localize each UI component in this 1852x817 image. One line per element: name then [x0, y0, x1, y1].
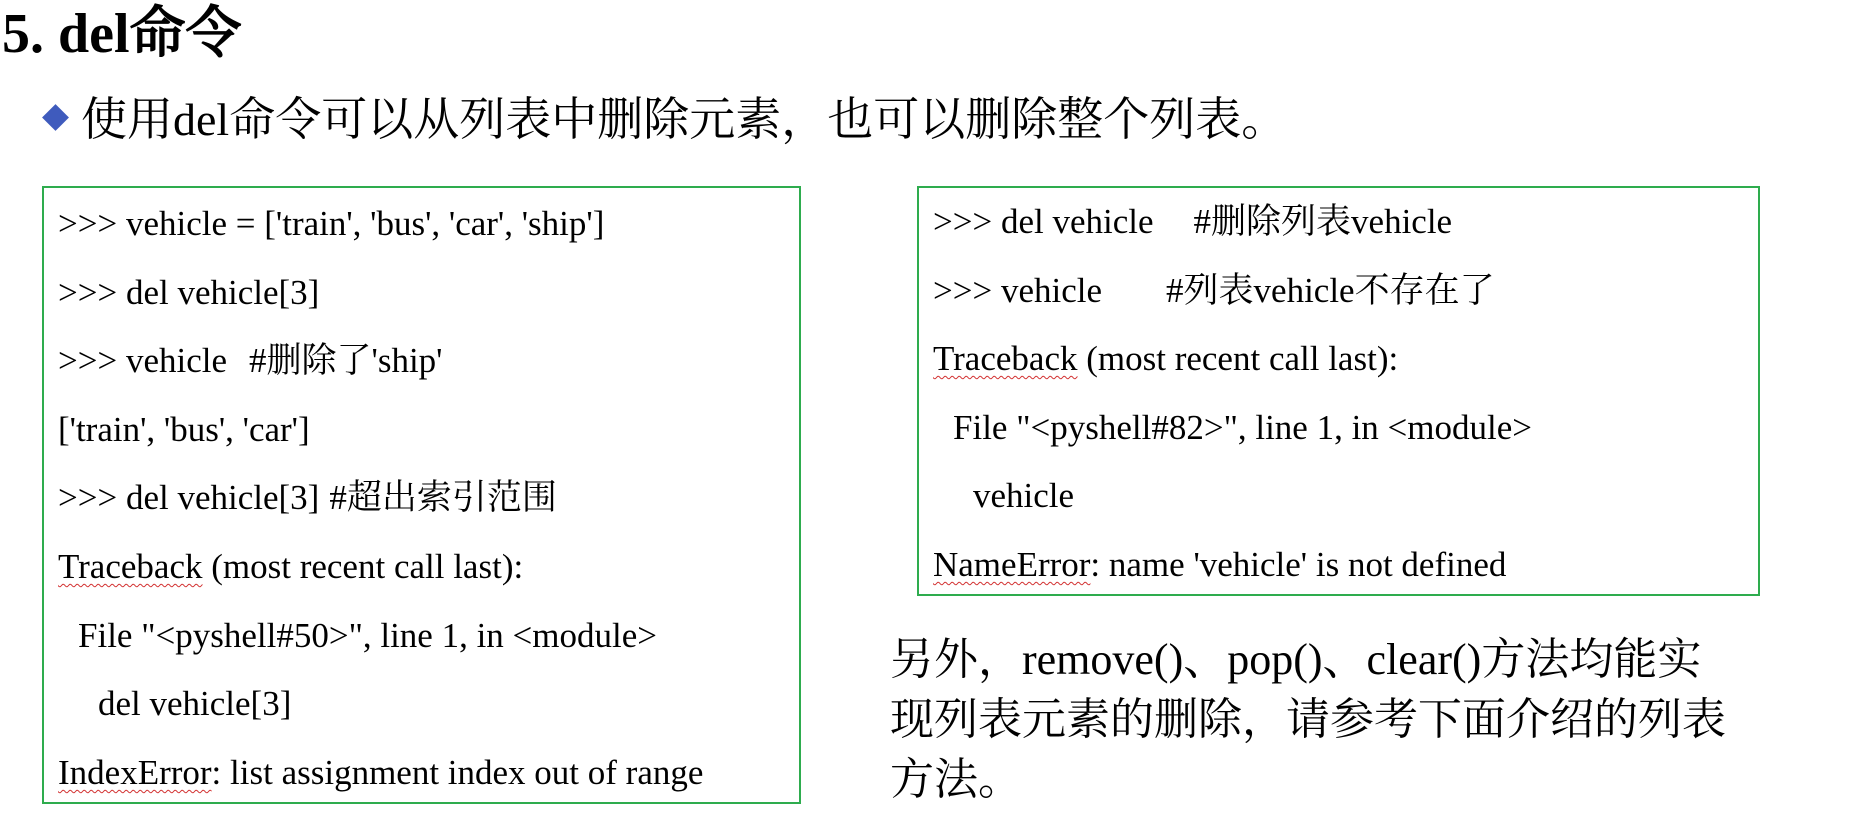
error-line	[44, 749, 799, 817]
code-text: >>> vehicle	[58, 341, 228, 381]
code-line	[44, 474, 799, 543]
bullet-point	[42, 92, 1287, 148]
code-comment: #列表vehicle不存在了	[1166, 270, 1495, 310]
spellcheck-word: IndexError	[58, 752, 212, 792]
code-line: >>> vehicle = ['train', 'bus', 'car', 'ship']	[58, 204, 605, 243]
note-paragraph	[890, 630, 1852, 810]
code-box-del-element	[42, 186, 801, 804]
spellcheck-word: Traceback	[933, 339, 1078, 379]
code-line	[919, 267, 1758, 336]
code-comment: #删除了'ship'	[249, 341, 443, 381]
spellcheck-word: Traceback	[58, 546, 203, 586]
spellcheck-word: NameError	[933, 544, 1091, 584]
traceback-line	[919, 335, 1758, 404]
code-comment: #超出索引范围	[329, 478, 557, 518]
traceback-source-line: del vehicle[3]	[98, 684, 292, 724]
error-text: : list assignment index out of range	[211, 752, 704, 792]
error-text: : name 'vehicle' is not defined	[1090, 544, 1507, 584]
code-text: >>> del vehicle	[933, 202, 1154, 241]
code-line	[919, 198, 1758, 267]
traceback-line	[44, 543, 799, 612]
code-line	[44, 337, 799, 406]
traceback-file-line: File "<pyshell#82>", line 1, in <module>	[953, 407, 1533, 447]
code-comment: #删除列表vehicle	[1193, 202, 1453, 241]
traceback-file-line: File "<pyshell#50>", line 1, in <module>	[78, 615, 658, 655]
code-output-line: ['train', 'bus', 'car']	[58, 409, 310, 449]
traceback-source-line: vehicle	[973, 476, 1075, 516]
note-line: 方法。	[890, 755, 1022, 804]
error-line	[919, 541, 1758, 610]
code-box-del-list	[917, 186, 1760, 596]
diamond-bullet-icon	[42, 104, 69, 131]
note-line: 现列表元素的删除，请参考下面介绍的列表	[890, 695, 1726, 744]
note-line: 另外，remove()、pop()、clear()方法均能实	[890, 635, 1702, 684]
slide-title: 5. del命令	[2, 3, 242, 65]
code-text: >>> del vehicle[3]	[58, 478, 320, 518]
traceback-text: (most recent call last):	[202, 546, 524, 586]
traceback-text: (most recent call last):	[1077, 339, 1399, 379]
bullet-text: 使用del命令可以从列表中删除元素，也可以删除整个列表。	[81, 94, 1288, 145]
code-line: >>> del vehicle[3]	[58, 272, 320, 312]
code-text: >>> vehicle	[933, 270, 1103, 310]
